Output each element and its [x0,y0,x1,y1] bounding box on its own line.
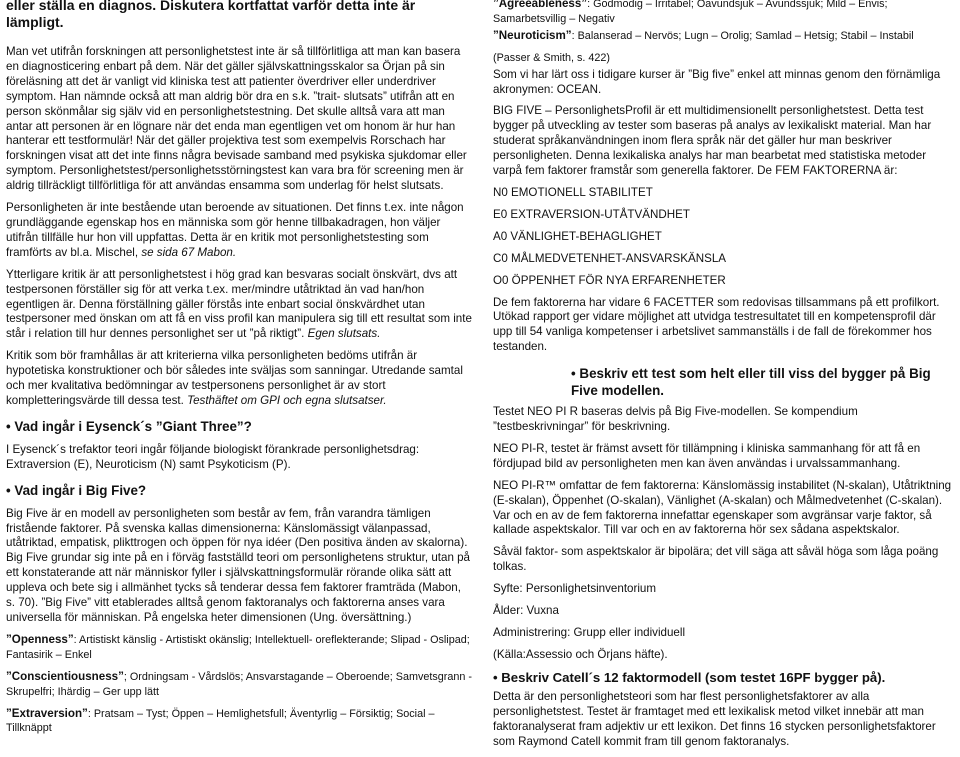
factor-item: A0 VÄNLIGHET-BEHAGLIGHET [493,229,662,243]
paragraph-neo-bipolar: Såväl faktor- som aspektskalor är bipolära; det vill säga att såväl höga som låga poäng tolkas. [493,545,939,574]
paragraph-big-five: Big Five är en modell av personligheten som består av fem, från varandra tämligen fristående faktorer. På svenska kallas dimensionerna: Känslomässigt välanpassad, utåtriktad, empatisk, plikttrogen och öppen för nya idéer (Den positiva änden av skalorna). Big Five grundar sig inte på en i förväg fastställd teori om personlighetens struktur, utan på ett konstaterande att när människor fyller i självskattningsformulär rörande olika sätt att uppleva och bete sig i allmänhet tycks så tenderar dessa fem faktorer framträda (Mabon, s. 70). ”Big Five” vitt etablerades alltså genom faktoranalys och faktorerna anses vara universella för människan. På engelska heter dimensionen (Ung. översättning.) [6,506,471,624]
factor-item: N0 EMOTIONELL STABILITET [493,185,653,199]
paragraph-facetter: De fem faktorerna har vidare 6 FACETTER som redovisas tillsammans på ett profilkort. Utökad rapport ger vidare möjlighet att utvidga testresultatet till en kompetensprofil där upp till 54 vanliga kompetenser i arbetslivet sammanställs i de fall de förekommer hos testanden. [493,295,940,354]
right-column [493,0,953,757]
bullet-eysenck: • Vad ingår i Eysenck´s ”Giant Three”? [6,418,252,434]
factor-item: E0 EXTRAVERSION-UTÅTVÄNDHET [493,207,690,221]
paragraph-ocean: Som vi har lärt oss i tidigare kurser är ”Big five” enkel att minnas genom den förnämliga akronymen: OCEAN. [493,67,941,96]
paragraph-neo-basis: Testet NEO PI R baseras delvis på Big Five-modellen. Se kompendium ”testbeskrivningar” för beskrivning. [493,405,858,434]
paragraph-neo-factors: NEO PI-R™ omfattar de fem faktorerna: Känslomässig instabilitet (N-skalan), Utåtriktning (E-skalan), Öppenhet (O-skalan), Vänlighet (A-skalan) och Målmedvetenhet (C-skalan). Var och en av de fem faktorerna innefattar egenskaper som avgränsar varje faktor, så kallade aspektskalor. Till var och en av faktorerna hör sex sådana aspektskalor. [493,478,952,537]
dimension-neuroticism: ”Neuroticism”: Balanserad – Nervös; Lugn – Orolig; Samlad – Hetsig; Stabil – Instabil [493,28,914,42]
bullet-catell: • Beskriv Catell´s 12 faktormodell (som testet 16PF bygger på). [493,669,886,685]
dimension-extraversion: ”Extraversion”: Pratsam – Tyst; Öppen – Hemlighetsfull; Äventyrlig – Försiktig; Social – Tillknäppt [6,706,435,735]
info-syfte: Syfte: Personlighetsinventorium [493,582,657,596]
info-kalla: (Källa:Assessio och Örjans häfte). [493,647,668,661]
paragraph-catell: Detta är den personlighetsteori som har flest personlighetsfaktorer av alla personlighetstest. Testet är framtaget med ett lexikalisk metod vilket innebär att man faktoranalyserat fram adjektiv ur ett lexikon. Det finns 16 stycken personlighetsfaktorer som Raymond Catell kommit fram till genom faktoranalys. [493,690,936,749]
factor-item: C0 MÅLMEDVETENHET-ANSVARSKÄNSLA [493,251,727,265]
left-column [6,0,472,743]
paragraph-situation: Personligheten är inte bestående utan beroende av situationen. Det finns t.ex. inte någon grundläggande egenskap hos en människa som gör henne tillbakadragen, hon väljer utifrån tillfälle hur hon vill uppfattas. Detta är en kritik mot personlighetstesting som framförts av bl.a. Mischel, se sida 67 Mabon. [6,201,464,259]
info-admin: Administrering: Grupp eller individuell [493,626,686,639]
paragraph-eysenck: I Eysenck´s trefaktor teori ingår följande biologiskt förankrade personlighetsdrag: Extraversion (E), Neuroticism (N) samt Psykoticism (P). [6,442,420,471]
bullet-big-five: • Vad ingår i Big Five? [6,482,147,498]
paragraph-bigfive-profil: BIG FIVE – PersonlighetsProfil är ett multidimensionellt personlighetstest. Detta test bygger på utveckling av tester som baseras på analys av lexikaliskt material. Man har studerat språkanvändningen inom flera språk när det gäller hur man beskriver personligheten. Denna lexikaliska analys har man bearbetat med statistiska metoder varpå fem faktorer framstår som generella faktorer. De FEM FAKTORERNA är: [493,104,932,178]
bullet-neo: • Beskriv ett test som helt eller till viss del bygger på Big Five modellen. [571,366,931,399]
dimension-conscientiousness: ”Conscientiousness”; Ordningsam - Vårdslös; Ansvarstagande – Oberoende; Samvetsgrann - Skrupelfri; Ihärdig – Ger upp lätt [6,669,472,698]
reference: (Passer & Smith, s. 422) [493,51,611,64]
factor-item: O0 ÖPPENHET FÖR NYA ERFARENHETER [493,273,726,287]
paragraph-reliability: Man vet utifrån forskningen att personlighetstest inte är så tillförlitliga att man kan basera en diagnosticering enbart på dem. När det gäller självskattningsskalor sa Örjan på sin föreläsning att det är vanligt vid kliniska test att patienter överdriver eller underdriver symptom. Han nämnde också att man aldrig bör dra en s.k. ”trait- slutsats” utifrån att en person skönmålar sig själv vid en personlighetstestning. Det skulle alltså vara att man antar att personen är en lögnare när det enda man egentligen vet om honom är hur han hanterar ett testformulär! När det gäller projektiva test som exempelvis Rorschach har forskningen visat att det inte finns några bevisade samband med psykiska sjukdomar eller symptom. Personlighetstest/personlighetsstörningstest kan vara bra för screening men är aldrig tillräckligt tillförlitliga för att användas ensamma som underlag för helst slutsats. [6,45,467,193]
info-alder: Ålder: Vuxna [493,604,559,618]
dimension-openness: ”Openness”: Artistiskt känslig - Artistiskt okänslig; Intellektuell- oreflekterande; Slipad - Oslipad; Fantasirik – Enkel [6,632,470,661]
question-heading: eller ställa en diagnos. Diskutera kortfattat varför detta inte är lämpligt. [6,0,416,30]
paragraph-criteria: Kritik som bör framhållas är att kriterierna vilka personligheten bedöms utifrån är hypotetiska konstruktioner och bör således inte sväljas som sanningar. Utredande samtal och mer kvalitativa bedömningar av testpersonens personlighet är av stort kompletteringsvärde till dessa test. Testhäftet om GPI och egna slutsatser. [6,349,463,407]
paragraph-neo-purpose: NEO PI-R, testet är främst avsett för tillämpning i kliniska sammanhang för att få en fördjupad bild av personligheten men kan även användas i urvalssammanhang. [493,441,921,470]
paragraph-social-desirability: Ytterligare kritik är att personlighetstest i hög grad kan besvaras socialt önskvärt, dvs att testpersonen förställer sig för att verka t.ex. mer/mindre utåtriktad än vad han/hon egentligen är. Denna förställning gäller förstås inte enbart social önskvärdhet utan testpersoner med önskan om att få en viss profil kan manipulera sig till ett resultat som inte står i relation till hur dennes personlighet ser ut ”på riktigt”. Egen slutsats. [6,267,472,341]
dimension-agreeableness: ”Agreeableness”: Godmodig – Irritabel; Oavundsjuk – Avundssjuk; Mild – Envis; Samarbetsvillig – Negativ [493,0,888,25]
